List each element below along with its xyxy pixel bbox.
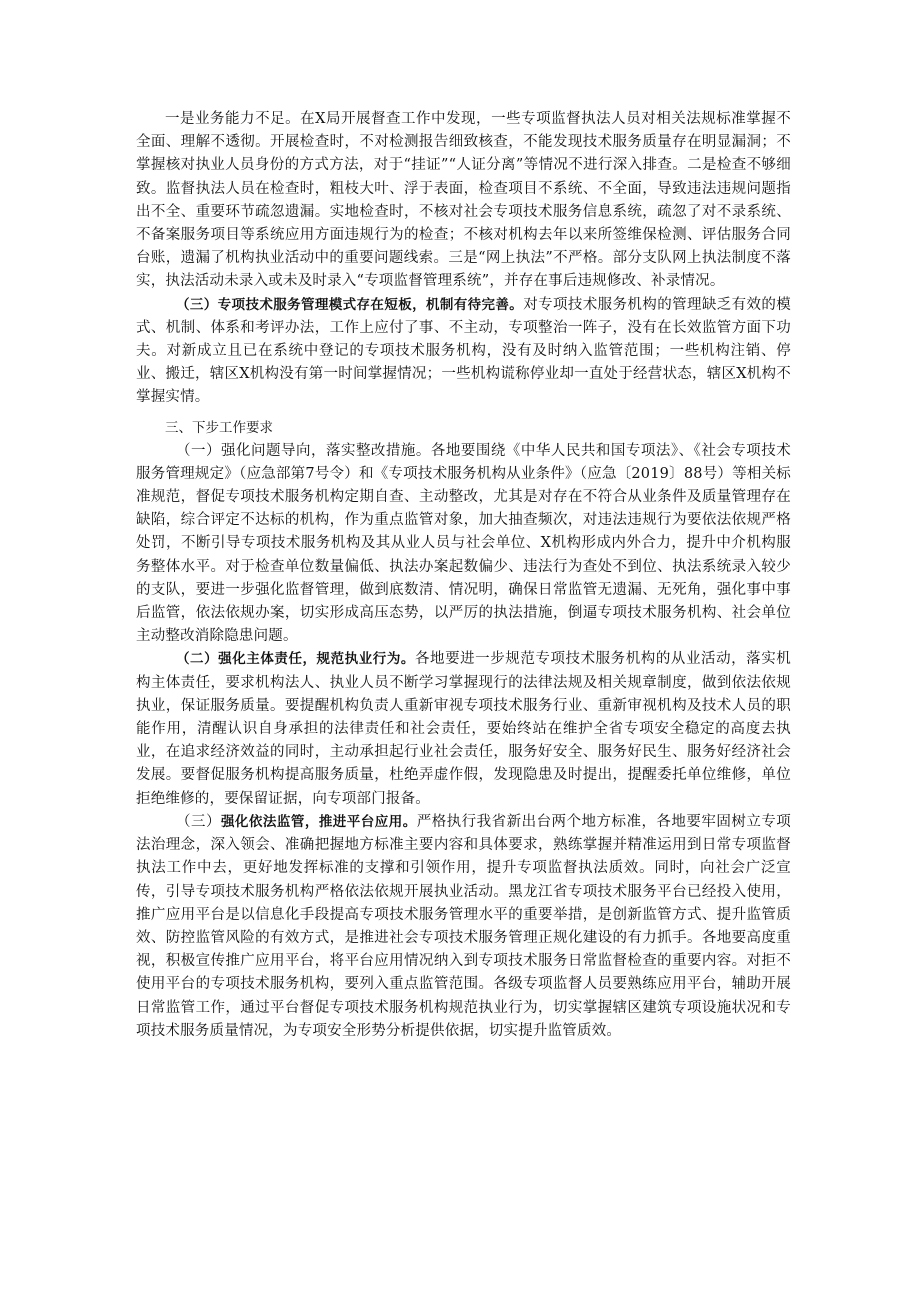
paragraph-lead-main-responsibility: （二）强化主体责任，规范执业行为。	[176, 651, 415, 668]
paragraph-business-capability: 一是业务能力不足。在X局开展督查工作中发现，一些专项监督执法人员对相关法规标准掌握不全面、理解不透彻。开展检查时，不对检测报告细致核查，不能发现技术服务质量存在明显漏洞；不掌握核对执业人员身份的方式方法，对于“挂证”“人证分离”等情况不进行深入排查。二是检查不够细致。监督执法人员在检查时，粗枝大叶、浮于表面，检查项目不系统、不全面，导致违法违规问题指出不全、重要环节疏忽遗漏。实地检查时，不核对社会专项技术服务信息系统，疏忽了对不录系统、不备案服务项目等系统应用方面违规行为的检查；不核对机构去年以来所签维保检测、评估服务合同台账，遗漏了机构执业活动中的重要问题线索。三是“网上执法”不严格。部分支队网上执法制度不落实，执法活动未录入或未及时录入“专项监督管理系统”，并存在事后违规修改、补录情况。	[136, 111, 791, 290]
paragraph-main-responsibility	[136, 648, 791, 810]
document-page	[136, 108, 791, 1043]
paragraph-problem-orientation: （一）强化问题导向，落实整改措施。各地要围绕《中华人民共和国专项法》、《社会专项技术服务管理规定》（应急部第7号令）和《专项技术服务机构从业条件》（应急〔2019〕88号）等相关标准规范，督促专项技术服务机构定期自查、主动整改，尤其是对存在不符合从业条件及质量管理存在缺陷，综合评定不达标的机构，作为重点监管对象，加大抽查频次，对违法违规行为要依法依规严格处罚，不断引导专项技术服务机构及其从业人员与社会单位、X机构形成内外合力，提升中介机构服务整体水平。对于检查单位数量偏低、执法办案起数偏少、违法行为查处不到位、执法系统录入较少的支队，要进一步强化监督管理，做到底数清、情况明，确保日常监管无遗漏、无死角，强化事中事后监管，依法依规办案，切实形成高压态势，以严厉的执法措施，倒逼专项技术服务机构、社会单位主动整改消除隐患问题。	[136, 442, 791, 645]
section-heading-next-steps: 三、下步工作要求	[165, 419, 273, 436]
paragraph-body-management-model: 对专项技术服务机构的管理缺乏有效的模式、机制、体系和考评办法，工作上应付了事、不主动，专项整治一阵子，没有在长效监管方面下功夫。对新成立且已在系统中登记的专项技术服务机构，没有及时纳入监管范围；一些机构注销、停业、搬迁，辖区X机构没有第一时间掌握情况；一些机构谎称停业却一直处于经营状态，辖区X机构不掌握实情。	[136, 296, 791, 406]
paragraph-body-platform-application: 严格执行我省新出台两个地方标准，各地要牢固树立专项法治理念，深入领会、准确把握地方标准主要内容和具体要求，熟练掌握并精准运用到日常专项监督执法工作中去，更好地发挥标准的支撑和引领作用，提升专项监督执法质效。同时，向社会广泛宣传，引导专项技术服务机构严格依法依规开展执业活动。黑龙江省专项技术服务平台已经投入使用，推广应用平台是以信息化手段提高专项技术服务管理水平的重要举措，是创新监管方式、提升监管质效、防控监管风险的有效方式，是推进社会专项技术服务管理正规化建设的有力抓手。各地要高度重视，积极宣传推广应用平台，将平台应用情况纳入到专项技术服务日常监督检查的重要内容。对拒不使用平台的专项技术服务机构，要列入重点监管范围。各级专项监督人员要熟练应用平台，辅助开展日常监管工作，通过平台督促专项技术服务机构规范执业行为，切实掌握辖区建筑专项设施状况和专项技术服务质量情况，为专项安全形势分析提供依据，切实提升监管质效。	[136, 813, 791, 1039]
paragraph-management-model	[136, 294, 791, 410]
paragraph-platform-application	[136, 811, 791, 1043]
paragraph-number-platform-application: （三）	[176, 813, 221, 830]
paragraph-body-main-responsibility: 各地要进一步规范专项技术服务机构的从业活动，落实机构主体责任，要求机构法人、执业人员不断学习掌握现行的法律法规及相关规章制度，做到依法依规执业，保证服务质量。要提醒机构负责人重新审视专项技术服务行业、重新审视机构及技术人员的职能作用，清醒认识自身承担的法律责任和社会责任，要始终站在维护全省专项安全稳定的高度去执业，在追求经济效益的同时，主动承担起行业社会责任，服务好安全、服务好民生、服务好经济社会发展。要督促服务机构提高服务质量，杜绝弄虚作假，发现隐患及时提出，提醒委托单位维修，单位拒绝维修的，要保留证据，向专项部门报备。	[136, 651, 791, 807]
paragraph-lead-platform-application: 强化依法监管，推进平台应用。	[220, 813, 417, 830]
paragraph-lead-management-model: （三）专项技术服务管理模式存在短板，机制有待完善。	[176, 296, 524, 313]
